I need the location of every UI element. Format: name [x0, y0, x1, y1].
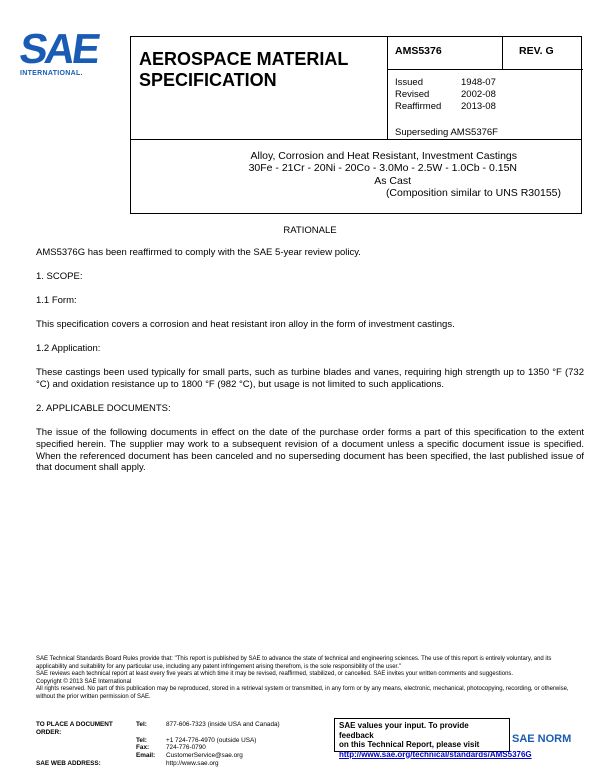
footer-rights-paragraph: All rights reserved. No part of this publication may be reproduced, stored in a retrieval system or transmitted, in any form or by any means, electronic, mechanical, photocopying, recording, or otherwise, without the prior written permission of SAE. [36, 686, 569, 700]
title-line-2: SPECIFICATION [139, 70, 277, 90]
date-value: 2002-08 [461, 89, 496, 100]
superseding-note: Superseding AMS5376F [395, 127, 498, 138]
order-label: TO PLACE A DOCUMENT ORDER: [36, 721, 113, 736]
contact-value: +1 724-776-4970 (outside USA) [166, 736, 257, 744]
header-divider-vertical [387, 37, 388, 139]
title-block-line-3: As Cast [374, 175, 411, 187]
contact-row [36, 737, 316, 745]
contact-key: Email: [136, 752, 156, 760]
contact-key [136, 760, 166, 768]
contact-row [36, 752, 316, 760]
contact-value: 877-606-7323 (inside USA and Canada) [166, 721, 280, 728]
sae-logo-mark: SAE [16, 25, 101, 72]
header-divider-horizontal [387, 69, 583, 70]
contact-key: Tel: [136, 721, 147, 728]
feedback-box [334, 718, 532, 759]
document-type-title [139, 49, 348, 91]
contact-row [36, 721, 316, 737]
header-box [130, 36, 582, 140]
date-value: 2013-08 [461, 101, 496, 112]
revision-label: REV. G [519, 45, 554, 57]
section-2-heading: 2. APPLICABLE DOCUMENTS: [36, 403, 171, 414]
footer-review-paragraph: SAE reviews each technical report at least every five years at which time it may be revised, reaffirmed, stabilized, or cancelled. SAE invites your written comments and suggestions. [36, 671, 514, 678]
date-label: Issued [395, 77, 423, 88]
section-1-heading: 1. SCOPE: [36, 271, 83, 282]
feedback-link[interactable]: http://www.sae.org/technical/standards/AMS5376G [339, 749, 532, 759]
header-divider-vertical-2 [502, 37, 503, 69]
date-value: 1948-07 [461, 77, 496, 88]
web-address-link[interactable]: http://www.sae.org [166, 759, 219, 767]
contact-key: Fax: [136, 744, 150, 752]
section-2-text: The issue of the following documents in effect on the date of the purchase order forms a part of this specification to the extent specified herein. The supplier may work to a subsequent revision of a document unless a specific document issue is specified. When the referenced document has been canceled and no superseding document has been specified, the last published issue of that document shall apply. [36, 427, 584, 474]
material-title-box [130, 140, 582, 214]
title-block-line-2: 30Fe - 21Cr - 20Ni - 20Co - 3.0Mo - 2.5W - 1.0Cb - 0.15N [248, 162, 517, 174]
sae-norm-watermark: SAE NORM [512, 733, 572, 745]
section-1-1-text: This specification covers a corrosion and heat resistant iron alloy in the form of investment castings. [36, 319, 455, 330]
footer-rules-paragraph: SAE Technical Standards Board Rules provide that: "This report is published by SAE to advance the state of technical and engineering sciences. The use of this report is entirely voluntary, and its applicability and suitability for any particular use, including any patent infringement arising therefrom, is the sole responsibility of the user." [36, 656, 552, 670]
date-row [395, 101, 496, 113]
contact-key: Tel: [136, 736, 147, 744]
order-contacts [36, 721, 316, 768]
title-block-line-1: Alloy, Corrosion and Heat Resistant, Investment Castings [250, 150, 517, 162]
contact-email[interactable]: CustomerService@sae.org [166, 752, 243, 760]
date-row [395, 89, 496, 101]
contact-value: 724-776-0790 [166, 744, 206, 752]
document-number: AMS5376 [395, 45, 442, 57]
web-label: SAE WEB ADDRESS: [36, 759, 101, 767]
title-block-line-4: (Composition similar to UNS R30155) [385, 187, 561, 199]
feedback-line-1: SAE values your input. To provide feedback [339, 721, 469, 740]
date-list [395, 77, 496, 113]
footer-copyright: Copyright © 2013 SAE International [36, 678, 132, 685]
sae-logo [16, 25, 120, 77]
contact-row [36, 744, 316, 752]
date-row [395, 77, 496, 89]
section-1-1-heading: 1.1 Form: [36, 295, 77, 306]
contact-row [36, 760, 316, 768]
legal-footer [36, 656, 584, 702]
section-1-2-text: These castings been used typically for small parts, such as turbine blades and vanes, requiring high strength up to 1350 °F (732 °C) and oxidation resistance up to 1800 °F (982 °C), but usage is not limited to such applications. [36, 367, 584, 390]
date-label: Reaffirmed [395, 101, 442, 112]
rationale-text: AMS5376G has been reaffirmed to comply with the SAE 5-year review policy. [36, 247, 361, 258]
date-label: Revised [395, 89, 430, 100]
rationale-heading: RATIONALE [283, 225, 337, 236]
title-line-1: AEROSPACE MATERIAL [139, 49, 349, 69]
feedback-line-2: on this Technical Report, please visit [339, 740, 480, 749]
section-1-2-heading: 1.2 Application: [36, 343, 101, 354]
sae-logo-subtitle: INTERNATIONAL. [20, 70, 83, 77]
